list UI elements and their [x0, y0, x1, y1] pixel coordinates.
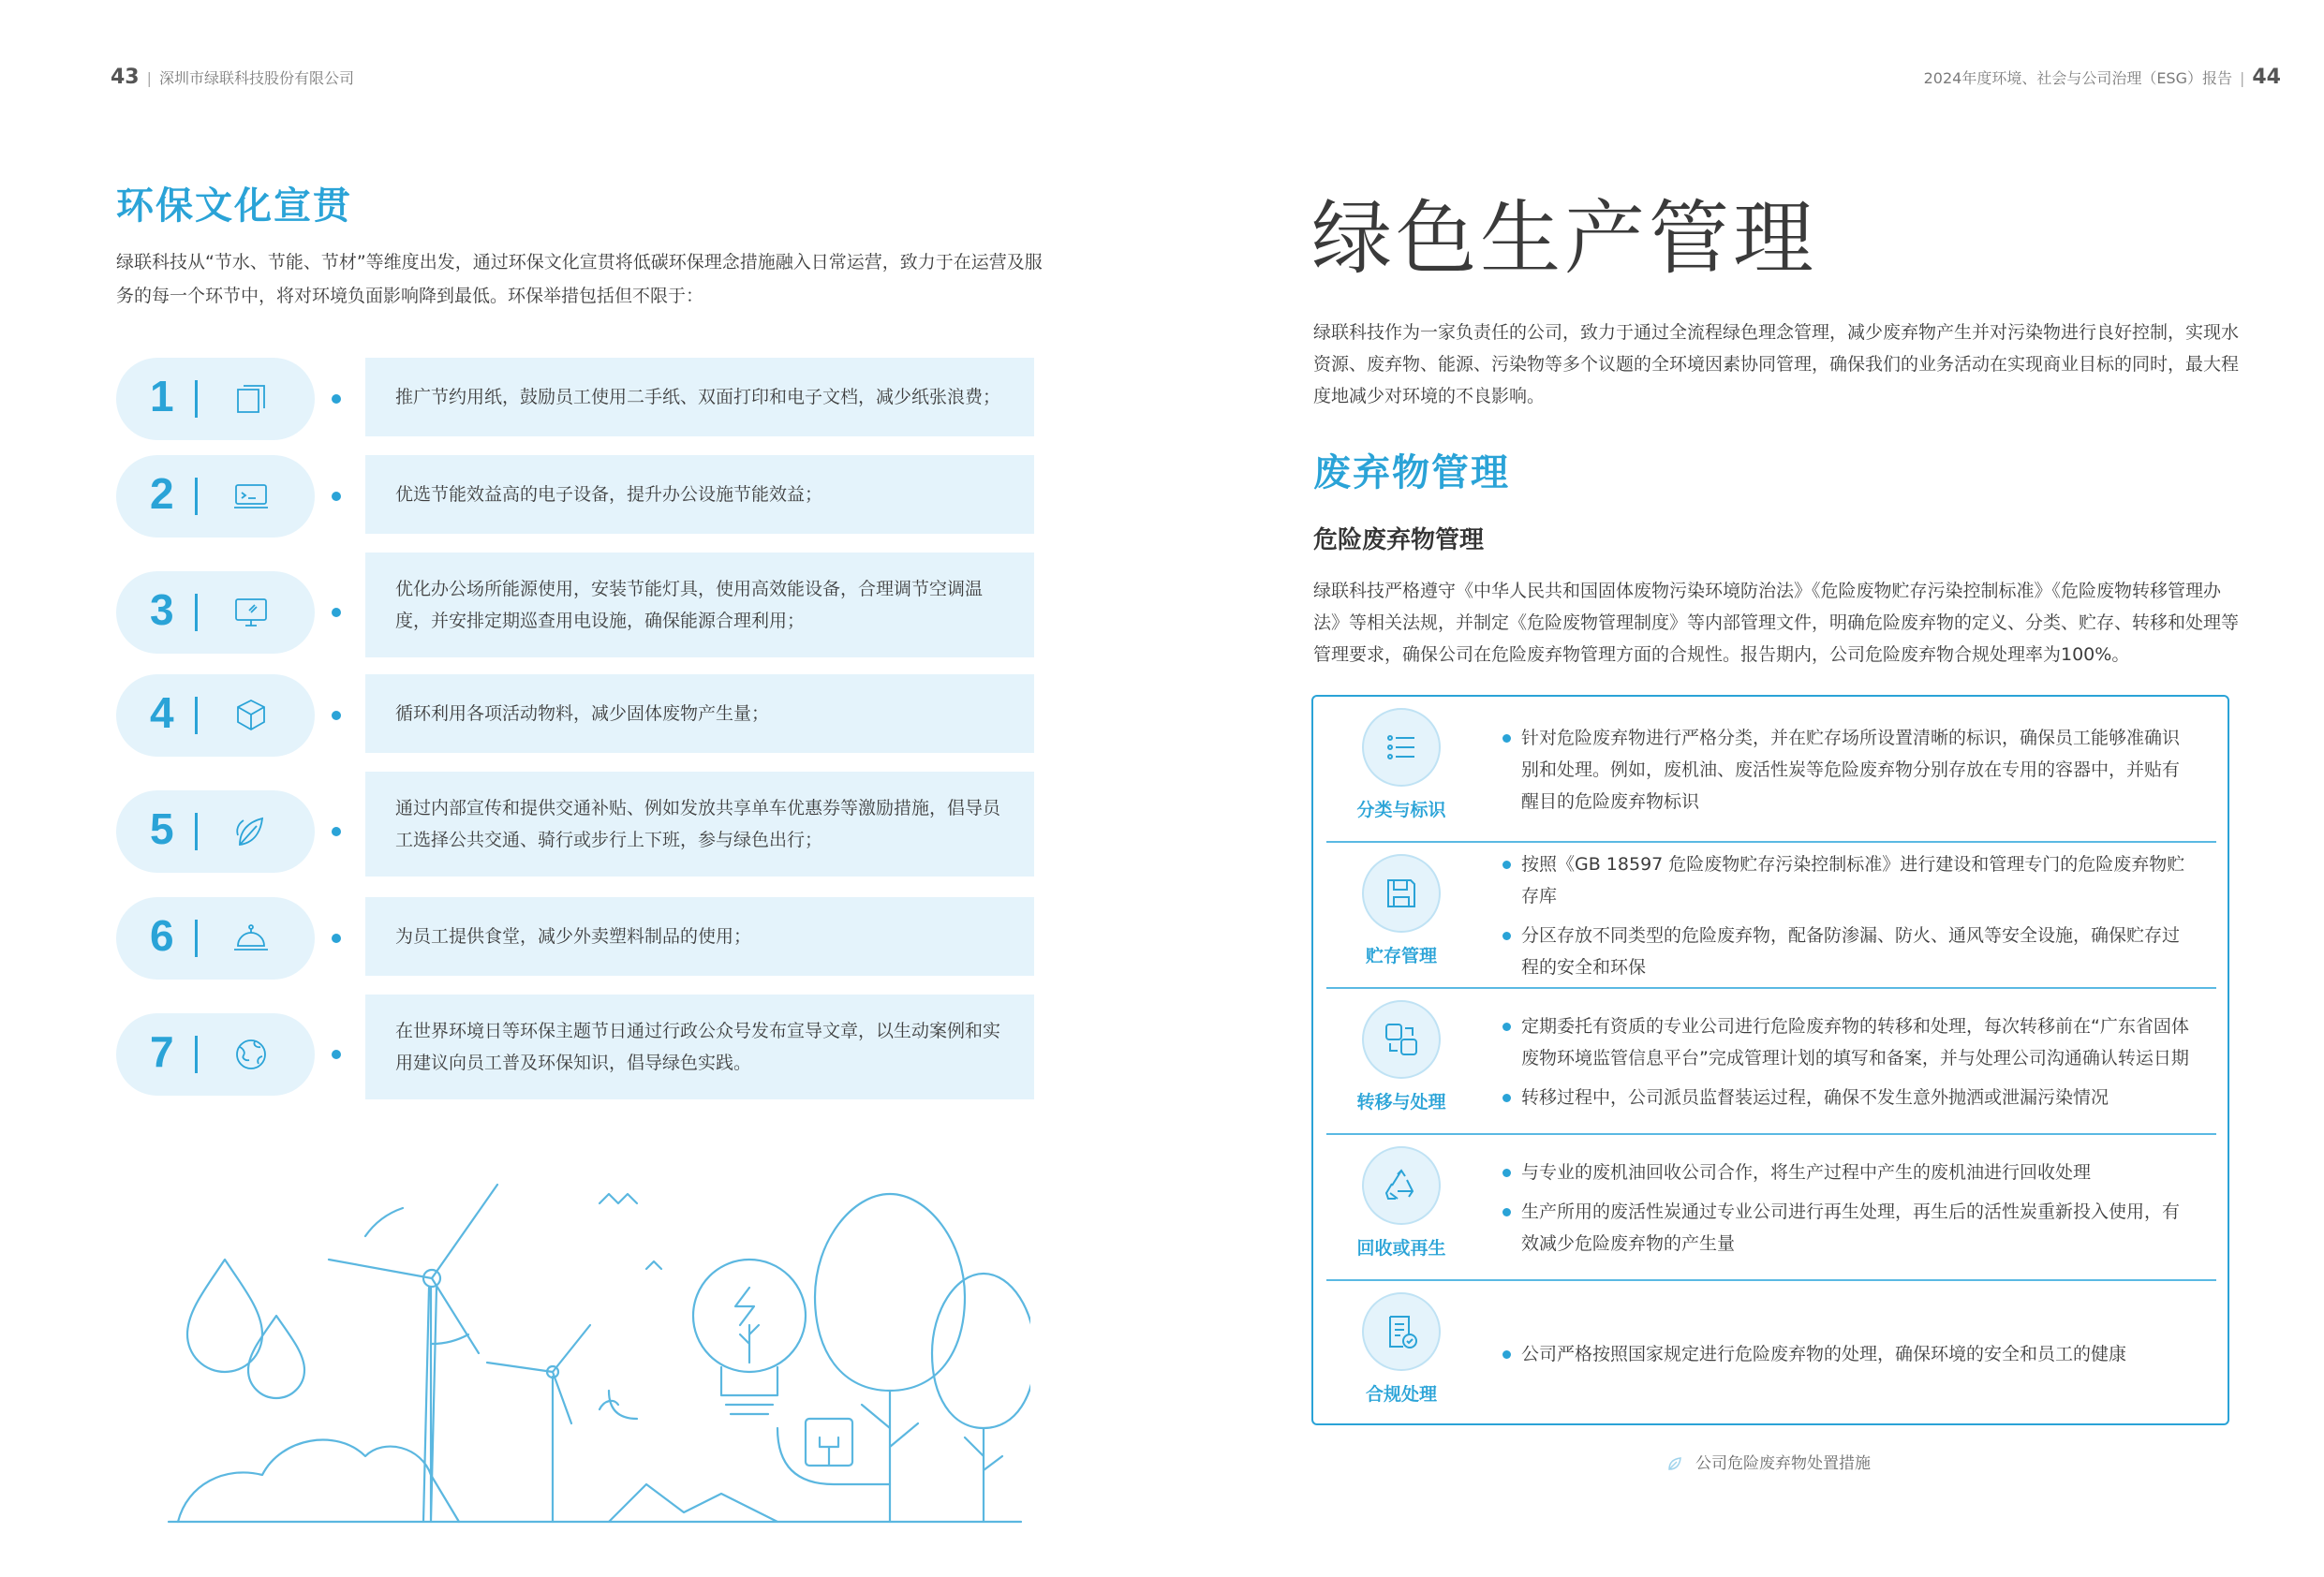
category-icon-circle — [1362, 1292, 1441, 1371]
measure-number-pill — [116, 455, 315, 538]
measure-text-box — [365, 995, 1034, 1099]
measure-number-pill — [116, 1013, 315, 1096]
category-icon-circle — [1362, 854, 1441, 933]
category-item: 定期委托有资质的专业公司进行危险废弃物的转移和处理，每次转移前在“广东省固体废物环境监管信息平台”完成管理计划的填写和备案，并与处理公司沟通确认转运日期 — [1502, 1010, 2196, 1074]
category-items — [1502, 843, 2196, 989]
measure-number: 4 — [150, 688, 174, 737]
hazardous-waste-subtitle: 危险废弃物管理 — [1313, 526, 1485, 554]
category-item: 针对危险废弃物进行严格分类，并在贮存场所设置清晰的标识，确保员工能够准确识别和处理。例如，废机油、废活性炭等危险废弃物分别存放在专用的容器中，并贴有醒目的危险废弃物标识 — [1502, 722, 2196, 818]
measure-number-pill — [116, 571, 315, 654]
measure-text-box — [365, 455, 1034, 534]
measure-text-box — [365, 674, 1034, 753]
measure-number: 7 — [150, 1027, 174, 1076]
device-icon — [232, 478, 270, 515]
measure-text-box — [365, 772, 1034, 877]
right-report-name: 2024年度环境、社会与公司治理（ESG）报告 — [1923, 69, 2232, 87]
recycle-icon — [1383, 1167, 1420, 1204]
list-icon — [1383, 729, 1420, 766]
caption-text: 公司危险废弃物处置措施 — [1695, 1454, 1871, 1473]
category-item: 按照《GB 18597 危险废物贮存污染控制标准》进行建设和管理专门的危险废弃物贮存库 — [1502, 848, 2196, 912]
globe-icon — [232, 1036, 270, 1073]
category-row — [1326, 843, 2216, 989]
category-icon-circle — [1362, 708, 1441, 787]
category-label: 转移与处理 — [1356, 1092, 1446, 1113]
category-item: 与专业的废机油回收公司合作，将生产过程中产生的废机油进行回收处理 — [1502, 1157, 2196, 1188]
category-row — [1326, 1135, 2216, 1281]
category-items — [1502, 989, 2196, 1135]
right-page-title: 绿色生产管理 — [1311, 192, 1817, 286]
category-items — [1502, 697, 2196, 843]
left-company-name: 深圳市绿联科技股份有限公司 — [159, 69, 355, 87]
category-item: 公司严格按照国家规定进行危险废弃物的处理，确保环境的安全和员工的健康 — [1502, 1338, 2196, 1370]
category-icon-circle — [1362, 1146, 1441, 1225]
category-row — [1326, 697, 2216, 843]
category-row — [1326, 989, 2216, 1135]
caption-leaf-icon — [1667, 1456, 1682, 1471]
disposal-measures-box — [1311, 695, 2229, 1425]
measure-text: 循环利用各项活动物料，减少固体废物产生量； — [395, 703, 770, 724]
leaf-icon — [232, 813, 270, 850]
measure-text: 优选节能效益高的电子设备，提升办公设施节能效益； — [395, 484, 823, 505]
category-label: 贮存管理 — [1365, 946, 1437, 966]
measure-number-pill — [116, 674, 315, 757]
environment-illustration — [159, 1147, 1030, 1540]
measure-text: 推广节约用纸，鼓励员工使用二手纸、双面打印和电子文档，减少纸张浪费； — [395, 387, 1001, 407]
category-label: 分类与标识 — [1356, 800, 1446, 820]
measure-text-box — [365, 358, 1034, 436]
left-page-header: 43 | 深圳市绿联科技股份有限公司 — [111, 66, 355, 89]
measure-number: 1 — [150, 372, 174, 420]
measure-number: 5 — [150, 804, 174, 853]
left-intro-paragraph: 绿联科技从“节水、节能、节材”等维度出发，通过环保文化宣贯将低碳环保理念措施融入日常运营，致力于在运营及服务的每一个环节中，将对环境负面影响降到最低。环保举措包括但不限于： — [116, 252, 1043, 306]
measure-text-box — [365, 897, 1034, 976]
right-page-header: 2024年度环境、社会与公司治理（ESG）报告 | 44 — [1923, 66, 2281, 89]
measure-number-pill — [116, 358, 315, 440]
measure-text: 优化办公场所能源使用，安装节能灯具，使用高效能设备，合理调节空调温度，并安排定期巡查用电设施，确保能源合理利用； — [395, 579, 984, 631]
right-page-number: 44 — [2252, 66, 2281, 89]
measure-text-box — [365, 553, 1034, 657]
hazardous-waste-paragraph: 绿联科技严格遵守《中华人民共和国固体废物污染环境防治法》《危险废物贮存污染控制标准》《危险废物转移管理办法》等相关法规，并制定《危险废物管理制度》等内部管理文件，明确危险废弃物的定义、分类、贮存、转移和处理等管理要求，确保公司在危险废弃物管理方面的合规性。报告期内，公司危险废弃物合规处理率为100%。 — [1313, 581, 2240, 665]
right-intro-paragraph: 绿联科技作为一家负责任的公司，致力于通过全流程绿色理念管理，减少废弃物产生并对污染物进行良好控制，实现水资源、废弃物、能源、污染物等多个议题的全环境因素协同管理，确保我们的业务活动在实现商业目标的同时，最大程度地减少对环境的不良影响。 — [1313, 322, 2240, 406]
measure-text: 通过内部宣传和提供交通补贴、例如发放共享单车优惠券等激励措施，倡导员工选择公共交通、骑行或步行上下班，参与绿色出行； — [395, 798, 1001, 850]
measure-number-pill — [116, 897, 315, 980]
category-label: 回收或再生 — [1356, 1238, 1446, 1259]
measure-number: 6 — [150, 911, 174, 960]
category-item: 生产所用的废活性炭通过专业公司进行再生处理，再生后的活性炭重新投入使用，有效减少危险废弃物的产生量 — [1502, 1196, 2196, 1260]
measure-text: 为员工提供食堂，减少外卖塑料制品的使用； — [395, 926, 752, 947]
category-item: 转移过程中，公司派员监督装运过程，确保不发生意外抛洒或泄漏污染情况 — [1502, 1082, 2196, 1113]
left-page-number: 43 — [111, 66, 140, 89]
transfer-icon — [1383, 1021, 1420, 1058]
box-icon — [232, 697, 270, 734]
category-row — [1326, 1281, 2216, 1427]
category-items — [1502, 1135, 2196, 1281]
compliance-icon — [1383, 1313, 1420, 1350]
monitor-icon — [232, 594, 270, 631]
storage-icon — [1383, 875, 1420, 912]
waste-management-title: 废弃物管理 — [1313, 451, 1510, 494]
left-section-title: 环保文化宣贯 — [116, 184, 352, 228]
paper-icon — [232, 380, 270, 418]
measure-number: 2 — [150, 469, 174, 518]
measure-text: 在世界环境日等环保主题节日通过行政公众号发布宣导文章，以生动案例和实用建议向员工普及环保知识，倡导绿色实践。 — [395, 1021, 1001, 1073]
category-items — [1502, 1281, 2196, 1427]
measure-number: 3 — [150, 585, 174, 634]
category-label: 合规处理 — [1365, 1384, 1437, 1405]
category-item: 分区存放不同类型的危险废弃物，配备防渗漏、防火、通风等安全设施，确保贮存过程的安全和环保 — [1502, 920, 2196, 983]
category-icon-circle — [1362, 1000, 1441, 1079]
measure-number-pill — [116, 790, 315, 873]
dining-bell-icon — [232, 920, 270, 957]
figure-caption — [1667, 1450, 1871, 1473]
